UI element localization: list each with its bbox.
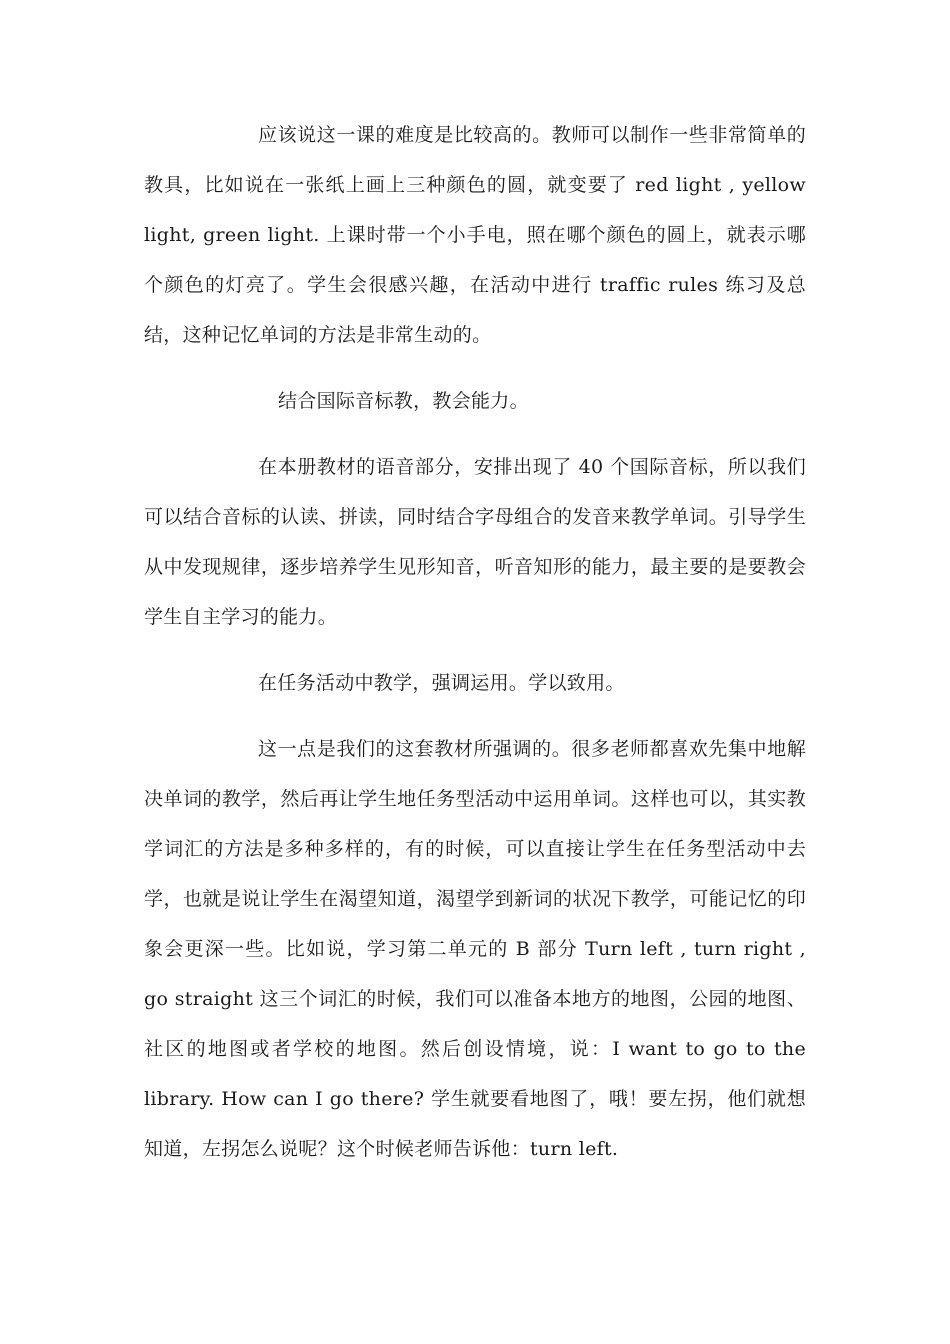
heading-task-activity: 在任务活动中教学，强调运用。学以致用。 — [258, 672, 625, 694]
paragraph-phonetics: 在本册教材的语音部分，安排出现了 40 个国际音标，所以我们可以结合音标的认读、拼读，同时结合字母组合的发音来教学单词。引导学生从中发现规律，逐步培养学生见形知音，听音知形的能力，最主要的是要教会学生自主学习的能力。 — [144, 456, 806, 628]
paragraph-teaching-aids: 应该说这一课的难度是比较高的。教师可以制作一些非常简单的教具，比如说在一张纸上画上三种颜色的圆，就变要了 red light , yellow light, green light. 上课时带一个小手电，照在哪个颜色的圆上，就表示哪个颜色的灯亮了。学生会很感兴趣，在活动中进行 traffic rules 练习及总结，这种记忆单词的方法是非常生动的。 — [144, 124, 806, 346]
heading-phonetics: 结合国际音标教，教会能力。 — [278, 390, 529, 412]
document-page — [144, 110, 806, 1174]
paragraph-task-activity: 这一点是我们的这套教材所强调的。很多老师都喜欢先集中地解决单词的教学，然后再让学生地任务型活动中运用单词。这样也可以，其实教学词汇的方法是多种多样的，有的时候，可以直接让学生在任务型活动中去学，也就是说让学生在渴望知道，渴望学到新词的状况下教学，可能记忆的印象会更深一些。比如说，学习第二单元的 B 部分 Turn left , turn right , go straight 这三个词汇的时候，我们可以准备本地方的地图，公园的地图、社区的地图或者学校的地图。然后创设情境，说：I want to go to the library. How can I go there? 学生就要看地图了，哦！要左拐，他们就想知道，左拐怎么说呢？这个时候老师告诉他：turn left. — [144, 738, 806, 1160]
